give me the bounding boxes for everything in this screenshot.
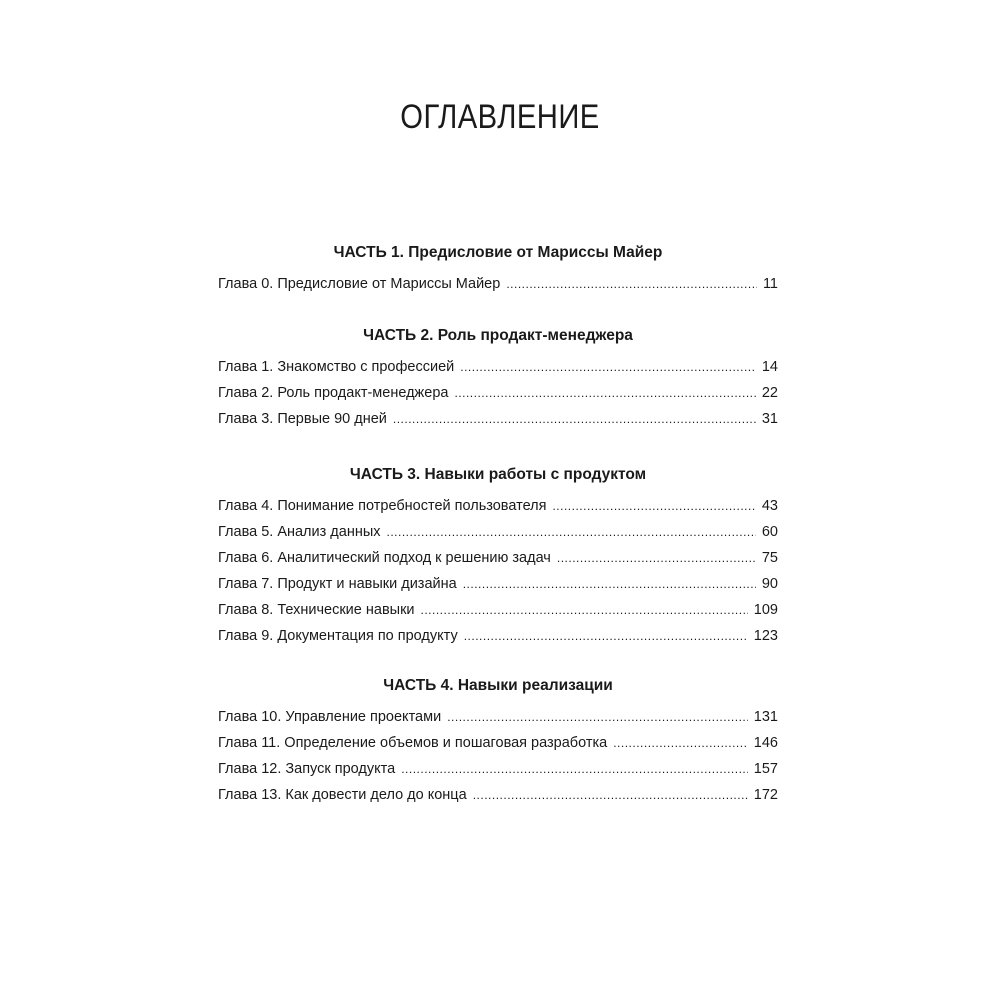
- dot-leader: [421, 597, 748, 623]
- chapter-title: Глава 13. Как довести дело до конца: [218, 787, 467, 803]
- dot-leader: [557, 545, 756, 571]
- chapter-list: [218, 354, 778, 432]
- toc-entry-chapter-4[interactable]: [218, 493, 778, 519]
- dot-leader: [454, 380, 755, 406]
- dot-leader: [552, 493, 755, 519]
- chapter-title: Глава 12. Запуск продукта: [218, 761, 396, 777]
- part-2: [218, 326, 778, 432]
- dot-leader: [387, 519, 756, 545]
- toc-entry-chapter-12[interactable]: [218, 756, 778, 782]
- chapter-title: Глава 8. Технические навыки: [218, 602, 415, 618]
- chapter-title: Глава 4. Понимание потребностей пользователя: [218, 498, 547, 514]
- dot-leader: [464, 623, 748, 649]
- dot-leader: [613, 730, 748, 756]
- chapter-title: Глава 2. Роль продакт-менеджера: [218, 385, 449, 401]
- page-number: 11: [762, 276, 778, 292]
- toc-entry-chapter-9[interactable]: [218, 623, 778, 649]
- part-heading: ЧАСТЬ 1. Предисловие от Мариссы Майер: [333, 244, 663, 261]
- dot-leader: [401, 756, 748, 782]
- part-heading: ЧАСТЬ 2. Роль продакт-менеджера: [363, 327, 633, 344]
- page-number: 75: [761, 550, 778, 566]
- part-heading: ЧАСТЬ 4. Навыки реализации: [383, 677, 613, 694]
- chapter-title: Глава 9. Документация по продукту: [218, 628, 458, 644]
- page-number: 22: [761, 385, 778, 401]
- chapter-title: Глава 11. Определение объемов и пошаговая разработка: [218, 735, 608, 751]
- page-number: 172: [753, 787, 778, 803]
- part-3: [218, 465, 778, 649]
- chapter-list: [218, 271, 778, 297]
- part-heading: ЧАСТЬ 3. Навыки работы с продуктом: [349, 466, 647, 483]
- chapter-title: Глава 5. Анализ данных: [218, 524, 381, 540]
- toc-entry-chapter-13[interactable]: [218, 782, 778, 808]
- dot-leader: [473, 782, 748, 808]
- page-number: 157: [753, 761, 778, 777]
- toc-entry-chapter-3[interactable]: [218, 406, 778, 432]
- toc-entry-chapter-5[interactable]: [218, 519, 778, 545]
- toc-entry-chapter-10[interactable]: [218, 704, 778, 730]
- page-number: 60: [761, 524, 778, 540]
- dot-leader: [447, 704, 748, 730]
- toc-entry-chapter-1[interactable]: [218, 354, 778, 380]
- page-number: 14: [761, 359, 778, 375]
- page-number: 90: [761, 576, 778, 592]
- toc-entry-chapter-7[interactable]: [218, 571, 778, 597]
- page-title: ОГЛАВЛЕНИЕ: [400, 98, 600, 136]
- dot-leader: [393, 406, 756, 432]
- dot-leader: [460, 354, 756, 380]
- page-number: 109: [753, 602, 778, 618]
- chapter-title: Глава 1. Знакомство с профессией: [218, 359, 455, 375]
- page-number: 146: [753, 735, 778, 751]
- toc-entry-chapter-2[interactable]: [218, 380, 778, 406]
- dot-leader: [506, 271, 757, 297]
- toc-entry-chapter-0[interactable]: [218, 271, 778, 297]
- table-of-contents: [218, 243, 778, 808]
- chapter-title: Глава 7. Продукт и навыки дизайна: [218, 576, 457, 592]
- chapter-title: Глава 10. Управление проектами: [218, 709, 442, 725]
- part-1: [218, 243, 778, 297]
- page-number: 31: [761, 411, 778, 427]
- toc-entry-chapter-8[interactable]: [218, 597, 778, 623]
- chapter-title: Глава 0. Предисловие от Мариссы Майер: [218, 276, 501, 292]
- chapter-list: [218, 493, 778, 649]
- page-number: 43: [761, 498, 778, 514]
- toc-entry-chapter-11[interactable]: [218, 730, 778, 756]
- page-number: 131: [753, 709, 778, 725]
- dot-leader: [463, 571, 756, 597]
- toc-entry-chapter-6[interactable]: [218, 545, 778, 571]
- page-number: 123: [753, 628, 778, 644]
- part-4: [218, 676, 778, 808]
- chapter-title: Глава 6. Аналитический подход к решению задач: [218, 550, 551, 566]
- chapter-title: Глава 3. Первые 90 дней: [218, 411, 387, 427]
- chapter-list: [218, 704, 778, 808]
